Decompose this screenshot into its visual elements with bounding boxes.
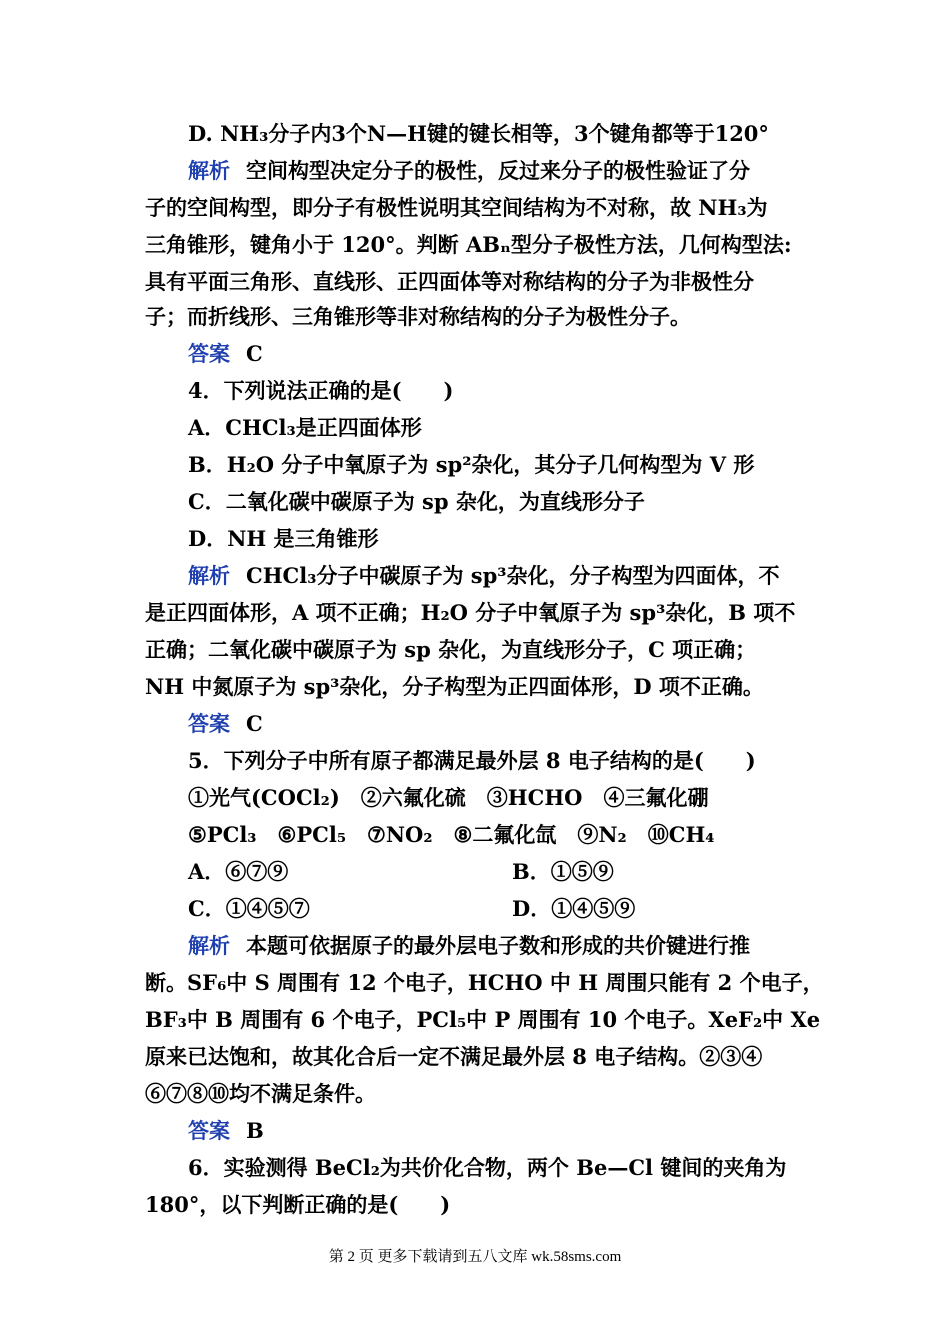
explanation-q5-line1 xyxy=(188,932,858,960)
option-c-q5: C．①④⑤⑦ xyxy=(188,896,310,921)
explanation-q3-line4: 具有平面三角形、直线形、正四面体等对称结构的分子为非极性分 xyxy=(145,269,754,294)
q5-items-row2: ⑤PCl₃ ⑥PCl₅ ⑦NO₂ ⑧二氟化氙 ⑨N₂ ⑩CH₄ xyxy=(188,822,715,847)
question-4: 4．下列说法正确的是( ) xyxy=(188,378,454,403)
answer-label: 答案 xyxy=(188,1118,230,1143)
explanation-text: 本题可依据原子的最外层电子数和形成的共价键进行推 xyxy=(246,933,750,958)
question-6-line1: 6．实验测得 BeCl₂为共价化合物，两个 Be—Cl 键间的夹角为 xyxy=(188,1155,787,1180)
option-a-q5: A．⑥⑦⑨ xyxy=(188,859,289,884)
explanation-text: 空间构型决定分子的极性，反过来分子的极性验证了分 xyxy=(246,158,750,183)
explanation-q3-line3: 三角锥形，键角小于 120°。判断 ABₙ型分子极性方法，几何构型法: xyxy=(145,232,792,257)
explanation-q3-line5: 子；而折线形、三角锥形等非对称结构的分子为极性分子。 xyxy=(145,304,691,329)
explanation-q4-line3: 正确；二氧化碳中碳原子为 sp 杂化，为直线形分子，C 项正确； xyxy=(145,637,757,662)
option-d-q5: D．①④⑤⑨ xyxy=(512,896,636,921)
q5-items-row1: ①光气(COCl₂) ②六氟化硫 ③HCHO ④三氟化硼 xyxy=(188,785,709,810)
explanation-q5-line5: ⑥⑦⑧⑩均不满足条件。 xyxy=(145,1081,376,1106)
option-d-q4: D．NH 是三角锥形 xyxy=(188,526,379,551)
answer-q3 xyxy=(188,340,858,368)
question-5: 5．下列分子中所有原子都满足最外层 8 电子结构的是( ) xyxy=(188,748,756,773)
answer-label: 答案 xyxy=(188,711,230,736)
answer-label: 答案 xyxy=(188,341,230,366)
option-b-q5: B．①⑤⑨ xyxy=(512,859,614,884)
option-a-q4: A．CHCl₃是正四面体形 xyxy=(188,415,422,440)
explanation-q5-line3: BF₃中 B 周围有 6 个电子，PCl₅中 P 周围有 10 个电子。XeF₂中 Xe xyxy=(145,1007,821,1032)
question-6-line2: 180°，以下判断正确的是( ) xyxy=(145,1192,451,1217)
option-c-q4: C．二氧化碳中碳原子为 sp 杂化，为直线形分子 xyxy=(188,489,645,514)
option-b-q4: B．H₂O 分子中氧原子为 sp²杂化，其分子几何构型为 V 形 xyxy=(188,452,755,477)
page-footer: 第 2 页 更多下载请到五八文库 wk.58sms.com xyxy=(328,1249,622,1265)
explanation-text: CHCl₃分子中碳原子为 sp³杂化，分子构型为四面体，不 xyxy=(246,563,780,588)
answer-q4 xyxy=(188,710,858,738)
answer-q5 xyxy=(188,1117,858,1145)
explanation-label: 解析 xyxy=(188,158,230,183)
explanation-q4-line2: 是正四面体形，A 项不正确；H₂O 分子中氧原子为 sp³杂化，B 项不 xyxy=(145,600,796,625)
explanation-q3-line1 xyxy=(188,157,858,185)
answer-value: C xyxy=(246,711,263,736)
answer-value: C xyxy=(246,341,263,366)
option-d-q3: D. NH₃分子内3个N—H键的键长相等，3个键角都等于120° xyxy=(188,121,769,146)
explanation-q3-line2: 子的空间构型，即分子有极性说明其空间结构为不对称，故 NH₃为 xyxy=(145,195,768,220)
explanation-q4-line4: NH 中氮原子为 sp³杂化，分子构型为正四面体形，D 项不正确。 xyxy=(145,674,764,699)
answer-value: B xyxy=(246,1118,264,1143)
explanation-q5-line4: 原来已达饱和，故其化合后一定不满足最外层 8 电子结构。②③④ xyxy=(145,1044,763,1069)
explanation-label: 解析 xyxy=(188,563,230,588)
explanation-label: 解析 xyxy=(188,933,230,958)
explanation-q4-line1 xyxy=(188,562,858,590)
explanation-q5-line2: 断。SF₆中 S 周围有 12 个电子，HCHO 中 H 周围只能有 2 个电子， xyxy=(145,970,824,995)
